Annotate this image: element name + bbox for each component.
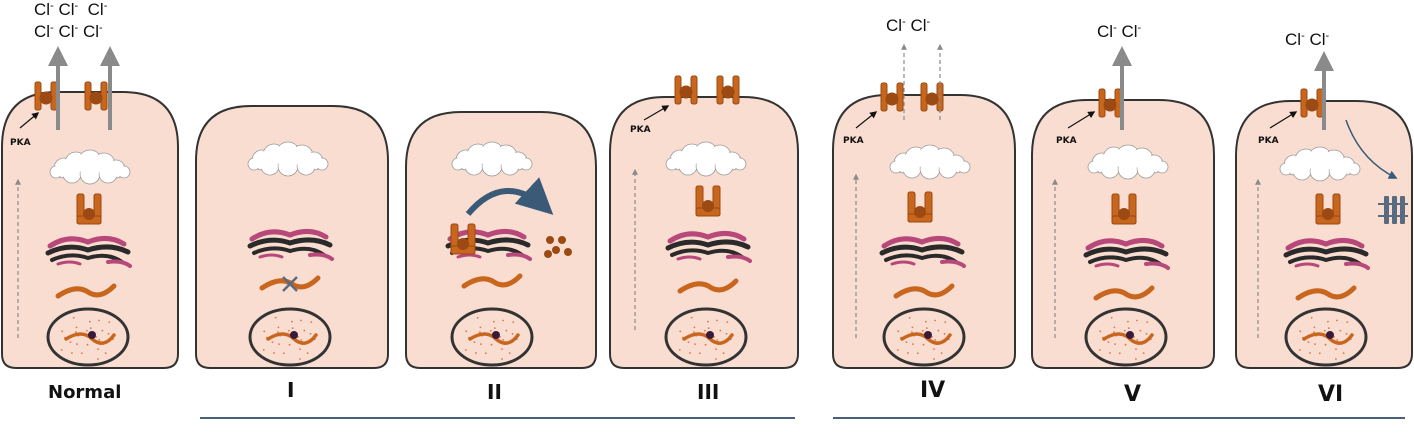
nucleus-class-2 xyxy=(452,309,532,365)
chloride-label-normal-row-2: Cl- Cl- Cl- xyxy=(34,22,103,41)
nucleus-normal xyxy=(48,309,128,365)
cell-label-class-6: VI xyxy=(1318,382,1344,407)
pka-label-class-4: PKA xyxy=(843,136,864,146)
pka-label-class-3: PKA xyxy=(630,125,651,135)
nucleus-class-1 xyxy=(250,309,330,365)
cell-label-class-2: II xyxy=(487,380,502,404)
chloride-label-normal-row-1: Cl- Cl- Cl- xyxy=(34,0,108,19)
pka-label-normal: PKA xyxy=(10,138,31,148)
degraded-fragment-class-2-2 xyxy=(552,246,560,254)
nucleus-class-6 xyxy=(1286,309,1366,365)
cell-label-class-3: III xyxy=(697,380,720,404)
degraded-fragment-class-2-1 xyxy=(558,236,566,244)
nucleus-class-3 xyxy=(666,309,746,365)
cell-label-class-1: I xyxy=(287,378,295,402)
nucleus-class-5 xyxy=(1086,309,1166,365)
pka-label-class-6: PKA xyxy=(1258,136,1279,146)
degraded-fragment-class-2-0 xyxy=(546,236,554,244)
cell-label-normal: Normal xyxy=(48,382,122,403)
chloride-label-class-6: Cl- Cl- xyxy=(1285,30,1330,49)
chloride-label-class-4: Cl- Cl- xyxy=(886,16,931,35)
degraded-fragment-class-2-4 xyxy=(544,250,552,258)
cell-label-class-5: V xyxy=(1124,382,1142,407)
nucleus-class-4 xyxy=(884,309,964,365)
degraded-fragment-class-2-3 xyxy=(564,248,572,256)
pka-label-class-5: PKA xyxy=(1056,136,1077,146)
chloride-label-class-5: Cl- Cl- xyxy=(1097,22,1142,41)
cell-label-class-4: IV xyxy=(920,378,946,403)
